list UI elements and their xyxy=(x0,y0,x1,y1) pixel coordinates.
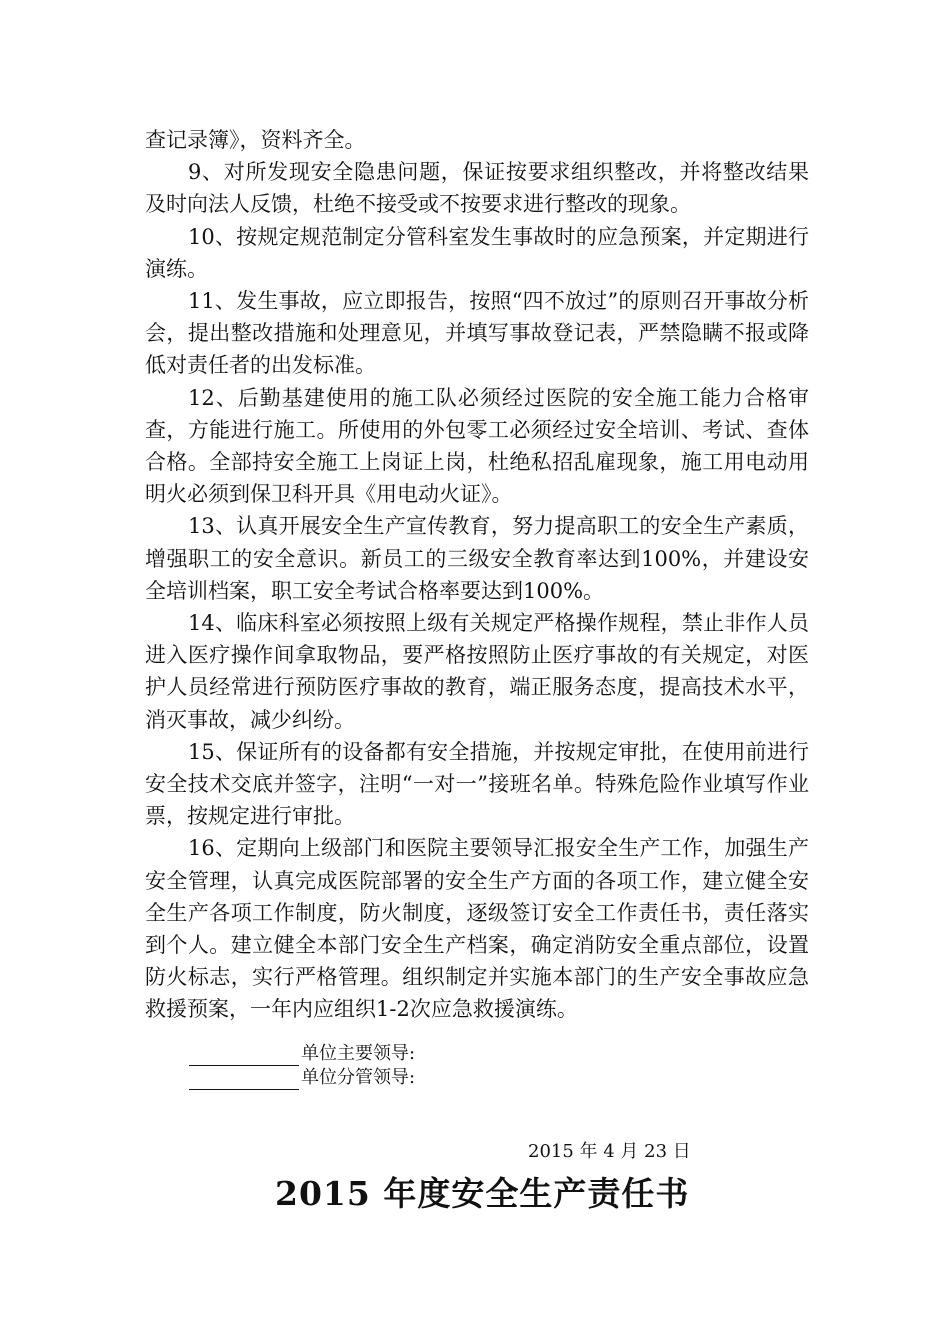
paragraph-item-16: 16、定期向上级部门和医院主要领导汇报安全生产工作，加强生产安全管理，认真完成医院部署的安全生产方面的各项工作，建立健全安全生产各项工作制度，防火制度，逐级签订安全工作责任书，责任落实到个人。建立健全本部门安全生产档案，确定消防安全重点部位，设置防火标志，实行严格管理。组织制定并实施本部门的生产安全事故应急救援预案，一年内应组织1-2次应急救援演练。 xyxy=(145,836,809,1022)
paragraph-item-11: 11、发生事故，应立即报告，按照“四不放过”的原则召开事故分析会，提出整改措施和处理意见，并填写事故登记表，严禁隐瞒不报或降低对责任者的出发标准。 xyxy=(145,289,809,378)
deputy-leader-label: 单位分管领导: xyxy=(301,1067,416,1088)
document-body xyxy=(145,124,809,1026)
signature-line-main-leader xyxy=(189,1042,415,1066)
paragraph-item-12: 12、后勤基建使用的施工队必须经过医院的安全施工能力合格审查，方能进行施工。所使用的外包零工必须经过安全培训、考试、查体合格。全部持安全施工上岗证上岗，杜绝私招乱雇现象，施工用电动用明火必须到保卫科开具《用电动火证》。 xyxy=(145,385,809,507)
main-leader-label: 单位主要领导: xyxy=(301,1043,416,1064)
next-document-title: 2015 年度安全生产责任书 xyxy=(275,1174,690,1213)
paragraph-item-14: 14、临床科室必须按照上级有关规定严格操作规程，禁止非作人员进入医疗操作间拿取物品，要严格按照防止医疗事故的有关规定，对医护人员经常进行预防医疗事故的教育，端正服务态度，提高技术水平，消灭事故，减少纠纷。 xyxy=(145,611,809,732)
paragraph-continuation: 查记录簿》，资料齐全。 xyxy=(145,128,366,152)
paragraph-item-9: 9、对所发现安全隐患问题，保证按要求组织整改，并将整改结果及时向法人反馈，杜绝不接受或不按要求进行整改的现象。 xyxy=(145,160,809,217)
signature-blank-main xyxy=(189,1047,299,1066)
signature-block xyxy=(189,1042,415,1090)
signature-blank-deputy xyxy=(189,1071,299,1090)
paragraph-item-15: 15、保证所有的设备都有安全措施，并按规定审批，在使用前进行安全技术交底并签字，注明“一对一”接班名单。特殊危险作业填写作业票，按规定进行审批。 xyxy=(145,739,809,829)
signature-line-deputy-leader xyxy=(189,1066,415,1090)
paragraph-item-10: 10、按规定规范制定分管科室发生事故时的应急预案，并定期进行演练。 xyxy=(145,224,809,281)
document-date: 2015 年 4 月 23 日 xyxy=(528,1141,691,1162)
paragraph-item-13: 13、认真开展安全生产宣传教育，努力提高职工的安全生产素质，增强职工的安全意识。新员工的三级安全教育率达到100%，并建设安全培训档案，职工安全考试合格率要达到100%。 xyxy=(145,514,809,603)
